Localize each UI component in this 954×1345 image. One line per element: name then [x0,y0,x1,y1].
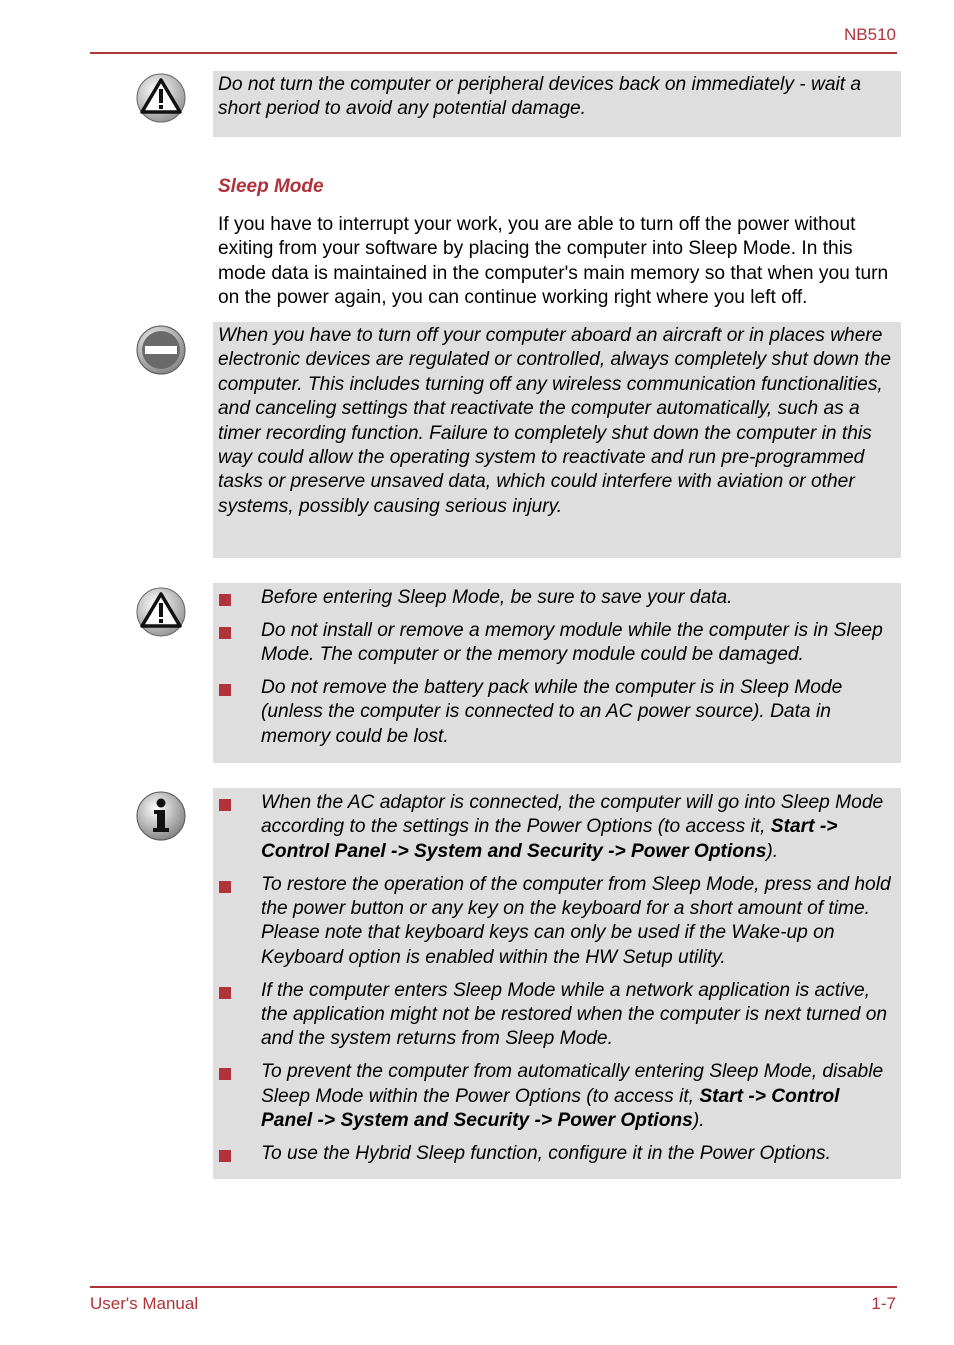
bullet-square-icon [219,1150,231,1162]
bullet-square-icon [219,881,231,893]
bullet-square-icon [219,594,231,606]
caution-note-box [213,71,901,137]
list-item: Before entering Sleep Mode, be sure to save your data. [213,586,901,610]
caution-bullet-list [213,586,901,749]
bullet-square-icon [219,627,231,639]
menu-path: Start -> Control Panel -> System and Security -> Power Options [261,1085,840,1132]
list-item: When the AC adaptor is connected, the computer will go into Sleep Mode according to the settings in the Power Options (to access it, Start -> Control Panel -> System and Security -> Power Options). [213,791,901,864]
list-item: Do not install or remove a memory module while the computer is in Sleep Mode. The computer or the memory module could be damaged. [213,619,901,668]
info-bullet-list [213,791,901,1166]
section-paragraph: If you have to interrupt your work, you are able to turn off the power without exiting from your software by placing the computer into Sleep Mode. In this mode data is maintained in the computer's main memory so that when you turn on the power again, you can continue working right where you left off. [218,214,889,309]
list-item: Do not remove the battery pack while the computer is in Sleep Mode (unless the computer is connected to an AC power source). Data in memory could be lost. [213,676,901,749]
prohibition-note-text: When you have to turn off your computer aboard an aircraft or in places where electronic devices are regulated or controlled, always completely shut down the computer. This includes turning off any wireless communication functionalities, and canceling settings that reactivate the computer automatically, such as a timer recording function. Failure to completely shut down the computer in this way could allow the operating system to reactivate and run pre-programmed tasks or preserve unsaved data, which could interfere with aviation or other systems, possibly causing serious injury. [218,325,891,517]
prohibition-icon [135,324,187,376]
footer-manual-title: User's Manual [90,1294,199,1313]
header-model-name: NB510 [844,25,896,44]
bullet-square-icon [219,684,231,696]
bullet-square-icon [219,1068,231,1080]
list-item: To prevent the computer from automatically entering Sleep Mode, disable Sleep Mode within the Power Options (to access it, Start -> Control Panel -> System and Security -> Power Options). [213,1060,901,1133]
info-icon [135,790,187,842]
section-heading: Sleep Mode [218,176,324,197]
caution-triangle-icon [135,72,187,124]
bullet-square-icon [219,987,231,999]
bullet-square-icon [219,799,231,811]
caution-list-box [213,583,901,763]
list-item: If the computer enters Sleep Mode while a network application is active, the application might not be restored when the computer is next turned on and the system returns from Sleep Mode. [213,979,901,1052]
caution-triangle-icon [135,586,187,638]
menu-path: Start -> Control Panel -> System and Security -> Power Options [261,816,838,862]
prohibition-note-box [213,322,901,558]
list-item: To use the Hybrid Sleep function, configure it in the Power Options. [213,1142,901,1166]
list-item: To restore the operation of the computer from Sleep Mode, press and hold the power button or any key on the keyboard for a short amount of time. Please note that keyboard keys can only be used if the Wake-up on Keyboard option is enabled within the HW Setup utility. [213,873,901,971]
info-list-box [213,788,901,1179]
caution-note-text: Do not turn the computer or peripheral devices back on immediately - wait a short period to avoid any potential damage. [218,74,862,120]
header-divider [90,52,897,54]
footer-page-number: 1-7 [871,1294,896,1313]
footer-divider [90,1286,897,1288]
